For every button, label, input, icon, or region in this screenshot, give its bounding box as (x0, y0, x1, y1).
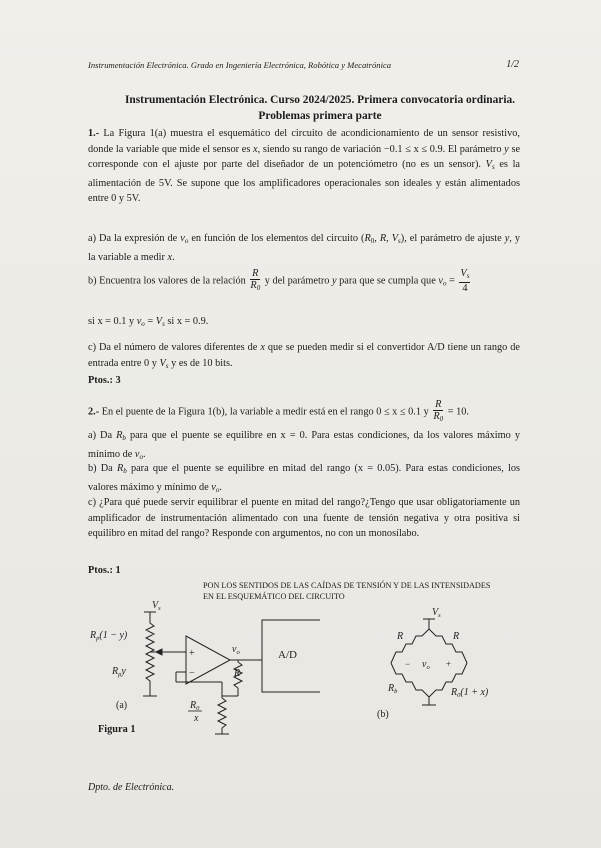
problem2-part-a: a) Da $R_b$ para que el puente se equilibre en x = 0. Para estas condiciones, da los valores máximo y mínimo de $v_o$. (88, 430, 521, 461)
ratio-R-R0: $\frac{R}{R_0}$ (250, 268, 261, 292)
bridge-vs-label: $V_s$ (432, 607, 441, 619)
figure-instruction: PON LOS SENTIDOS DE LAS CAÍDAS DE TENSIÓN Y DE LAS INTENSIDADES EN EL ESQUEMÁTICO DEL CIRCUITO (203, 581, 491, 601)
bridge-R0-label: $R_0(1 + x)$ (451, 687, 489, 699)
problem1-part-b-cont: si x = 0.1 y $v_o = V_s$ si x = 0.9. (88, 316, 209, 328)
problem1-part-a: a) Da la expresión de $v_o$ en función de los elementos del circuito ($R_0$, R, $V_s$), el parámetro de ajuste y, y la variable a medir x. (88, 233, 521, 263)
ratio-R-R0-p2: $\frac{R}{R_0}$ (433, 399, 444, 423)
sensor-den-label: x (194, 713, 199, 724)
bridge-vo-label: $v_o$ (422, 659, 430, 671)
pot-bottom-label: $R_py$ (112, 666, 126, 678)
footer: Dpto. de Electrónica. (88, 782, 175, 793)
ratio-Vs-4: $\frac{V_s}{4}$ (460, 268, 470, 294)
potentiometer (146, 620, 154, 690)
problem2-points: Ptos.: 1 (88, 565, 121, 576)
wiper-arrow (156, 649, 162, 655)
bridge-R-right (429, 629, 467, 663)
problem1-part-b: b) Encuentra los valores de la relación $\frac{R}{R_0}$ y del parámetro y para que se cumpla que $v_o$ = $\frac{V_s}{4}$ (88, 268, 470, 294)
fig-b-label: (b) (377, 709, 389, 720)
page-number: 1/2 (506, 59, 519, 70)
bridge-minus: − (405, 659, 411, 669)
problem1-points: Ptos.: 3 (88, 375, 121, 386)
sensor-resistor (218, 698, 226, 728)
pot-top-label: $R_p(1 - y)$ (90, 630, 128, 642)
problem1-statement: 1.- La Figura 1(a) muestra el esquemático del circuito de acondicionamiento de un sensor resistivo, donde la variable que mide el sensor es x, siendo su rango de variación −0.1 ≤ x ≤ 0.9. El parámetro y se corresponde con el ajuste por parte del diseñador de un potenciómetro (no es un sensor). $V_s$ es la alimentación de 5V. Se supone que los amplificadores operacionales son ideales y están alimentados entre 0 y 5V. (88, 128, 521, 205)
bridge-Rb-label: $R_b$ (388, 683, 398, 695)
exam-title (60, 92, 580, 124)
problem2-part-c: c) ¿Para qué puede servir equilibrar el puente en mitad del rango?¿Tengo que usar obligatoriamente un amplificador de instrumentación alimentado con una fuente de tensión negativa y otra positiva si equilibro en mitad del rango? Responde con argumentos, no con un monosílabo. (88, 497, 520, 540)
page-header (88, 60, 519, 70)
bridge-R-left-label: R (397, 631, 404, 642)
figure-1b-bridge (375, 603, 505, 723)
ad-label: A/D (278, 649, 297, 661)
opamp-plus: + (189, 648, 195, 659)
problem2-part-b: b) Da $R_b$ para que el puente se equilibre en mitad del rango (x = 0.05). Para estas condiciones, los valores máximo y mínimo de $v_o$. (88, 463, 521, 494)
bridge-R-right-label: R (453, 631, 460, 642)
sensor-num-label: $R_0$ (190, 700, 200, 712)
problem1-part-c: c) Da el número de valores diferentes de x que se pueden medir si el convertidor A/D tiene un rango de entrada entre 0 y $V_s$ y es de 10 bits. (88, 342, 520, 370)
title-line-2: Problemas primera parte (258, 110, 382, 122)
title-line-1: Instrumentación Electrónica. Curso 2024/2025. Primera convocatoria ordinaria. (124, 94, 516, 106)
problem1-range: −0.1 ≤ x ≤ 0.9 (383, 143, 443, 155)
problem2-statement: 2.- En el puente de la Figura 1(b), la variable a medir está en el rango 0 ≤ x ≤ 0.1 y $\frac{R}{R_0}$ = 10. (88, 399, 469, 423)
figure-caption: Figura 1 (98, 724, 136, 735)
fb-resistor-label: R (234, 668, 241, 679)
opamp-minus: − (189, 668, 195, 679)
fig-a-vs-label: $V_s$ (152, 600, 161, 612)
fig-a-vo-label: $v_o$ (232, 644, 240, 656)
bridge-plus: + (446, 659, 452, 669)
course-line: Instrumentación Electrónica. Grado en Ingeniería Electrónica, Robótica y Mecatrónica (88, 60, 392, 70)
fig-a-label: (a) (116, 700, 128, 711)
